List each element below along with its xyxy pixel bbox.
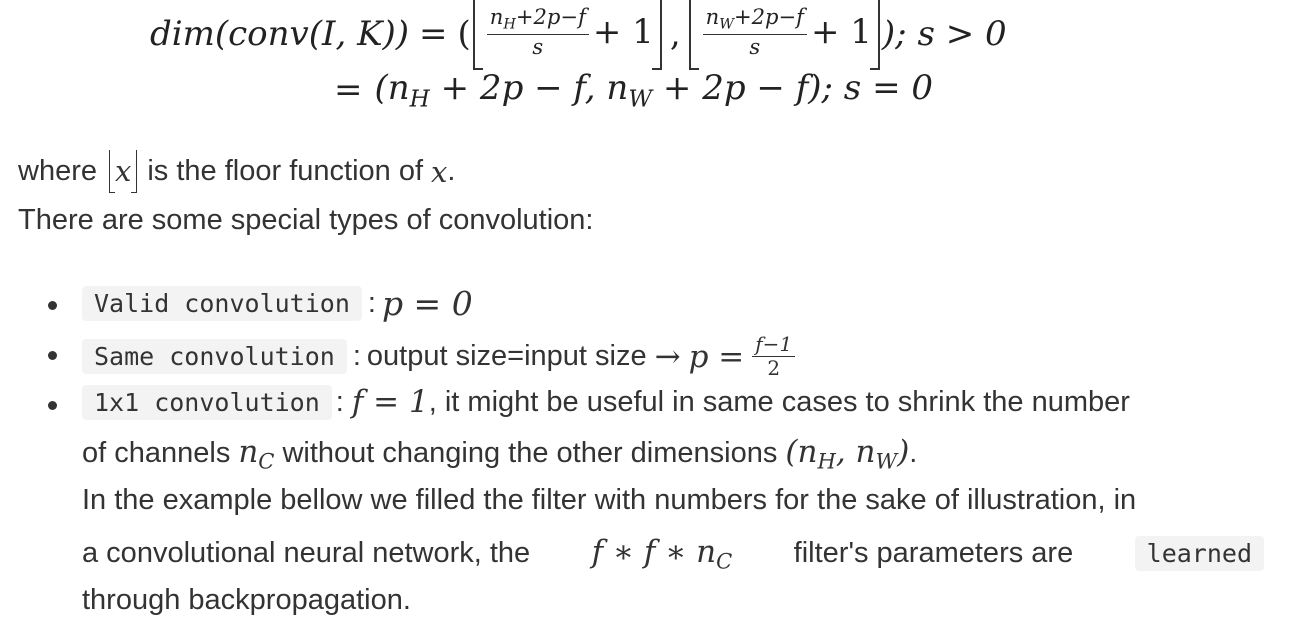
paragraph-line2-text-a: a convolutional neural network, the — [82, 537, 531, 570]
formula-line2-expression: ($n_H + 2p - f$, $n_W + 2p - f$); s = 0 — [374, 68, 933, 113]
bullet-separator: : — [335, 385, 344, 418]
code-1x1-convolution: 1x1 convolution — [82, 385, 332, 420]
formula-open-paren: ( — [457, 13, 471, 54]
bullet-dot — [48, 301, 57, 310]
floor-note — [18, 154, 455, 189]
bullet-separator: : — [367, 287, 376, 319]
same-convolution-text: output size=input size — [366, 340, 647, 372]
bullet-separator: : — [352, 340, 361, 372]
floor-note-var: x — [431, 154, 448, 189]
intro-text: There are some special types of convolution: — [18, 204, 594, 236]
code-same-convolution: Same convolution — [82, 339, 347, 374]
list-item-valid-convolution — [82, 284, 473, 323]
plus-one-1: + 1 — [592, 11, 654, 52]
floor-note-suffix: . — [447, 155, 456, 187]
1x1-convolution-text: , it might be useful in same cases to shrink the number — [428, 385, 1130, 418]
paragraph-line-1: In the example bellow we filled the filter with numbers for the sake of illustration, in — [82, 484, 1137, 516]
channels-text: of channels — [82, 437, 231, 470]
arrow-icon: → — [654, 338, 681, 375]
math-dims-nh-nw: ($n_H$, $n_W$) — [785, 434, 910, 474]
math-p-equals: p = — [688, 338, 745, 375]
formula-line2-equals: = — [334, 70, 363, 111]
list-item-same-convolution — [82, 334, 799, 379]
floor-bracket-1 — [473, 6, 662, 62]
floor-note-middle: is the floor function of — [147, 155, 424, 187]
math-f-f-nc: f ∗ f ∗ $n_C$ — [591, 534, 733, 574]
floor-bracket-2 — [689, 6, 880, 62]
formula-equals: = — [419, 13, 448, 54]
code-valid-convolution: Valid convolution — [82, 286, 362, 321]
fraction-nh: $\frac{n_H+2p-f}{s}$ — [487, 6, 589, 58]
without-changing-text: without changing the other dimensions — [282, 437, 778, 470]
paragraph-line-2 — [82, 534, 1264, 574]
math-p-equals-zero: p = 0 — [381, 284, 473, 323]
formula-lhs: dim(conv(I, K)) — [150, 13, 410, 54]
plus-one-2: + 1 — [810, 11, 872, 52]
bullet-dot — [48, 401, 57, 410]
code-learned: learned — [1135, 536, 1264, 571]
formula-comma: , — [669, 13, 681, 54]
formula-line-1 — [150, 6, 1007, 62]
floor-note-prefix: where — [18, 155, 97, 187]
bullet-dot — [48, 351, 57, 360]
list-item-1x1-convolution-line2 — [82, 434, 917, 474]
fraction-nw: $\frac{n_W+2p-f}{s}$ — [703, 6, 807, 58]
floor-bracket-x: x — [109, 154, 137, 189]
math-nc: $n_C$ — [238, 434, 275, 474]
paragraph-line-3: through backpropagation. — [82, 584, 411, 616]
line-end-period: . — [909, 437, 918, 470]
formula-condition-s-positive: ); s > 0 — [881, 13, 1007, 54]
list-item-1x1-convolution — [82, 384, 1130, 420]
fraction-f-minus-1-over-2: $\frac{f-1}{2}$ — [752, 334, 795, 379]
formula-line-2 — [334, 68, 933, 112]
paragraph-line2-text-b: filter's parameters are — [793, 537, 1074, 570]
math-f-equals-one: f = 1 — [351, 384, 429, 420]
